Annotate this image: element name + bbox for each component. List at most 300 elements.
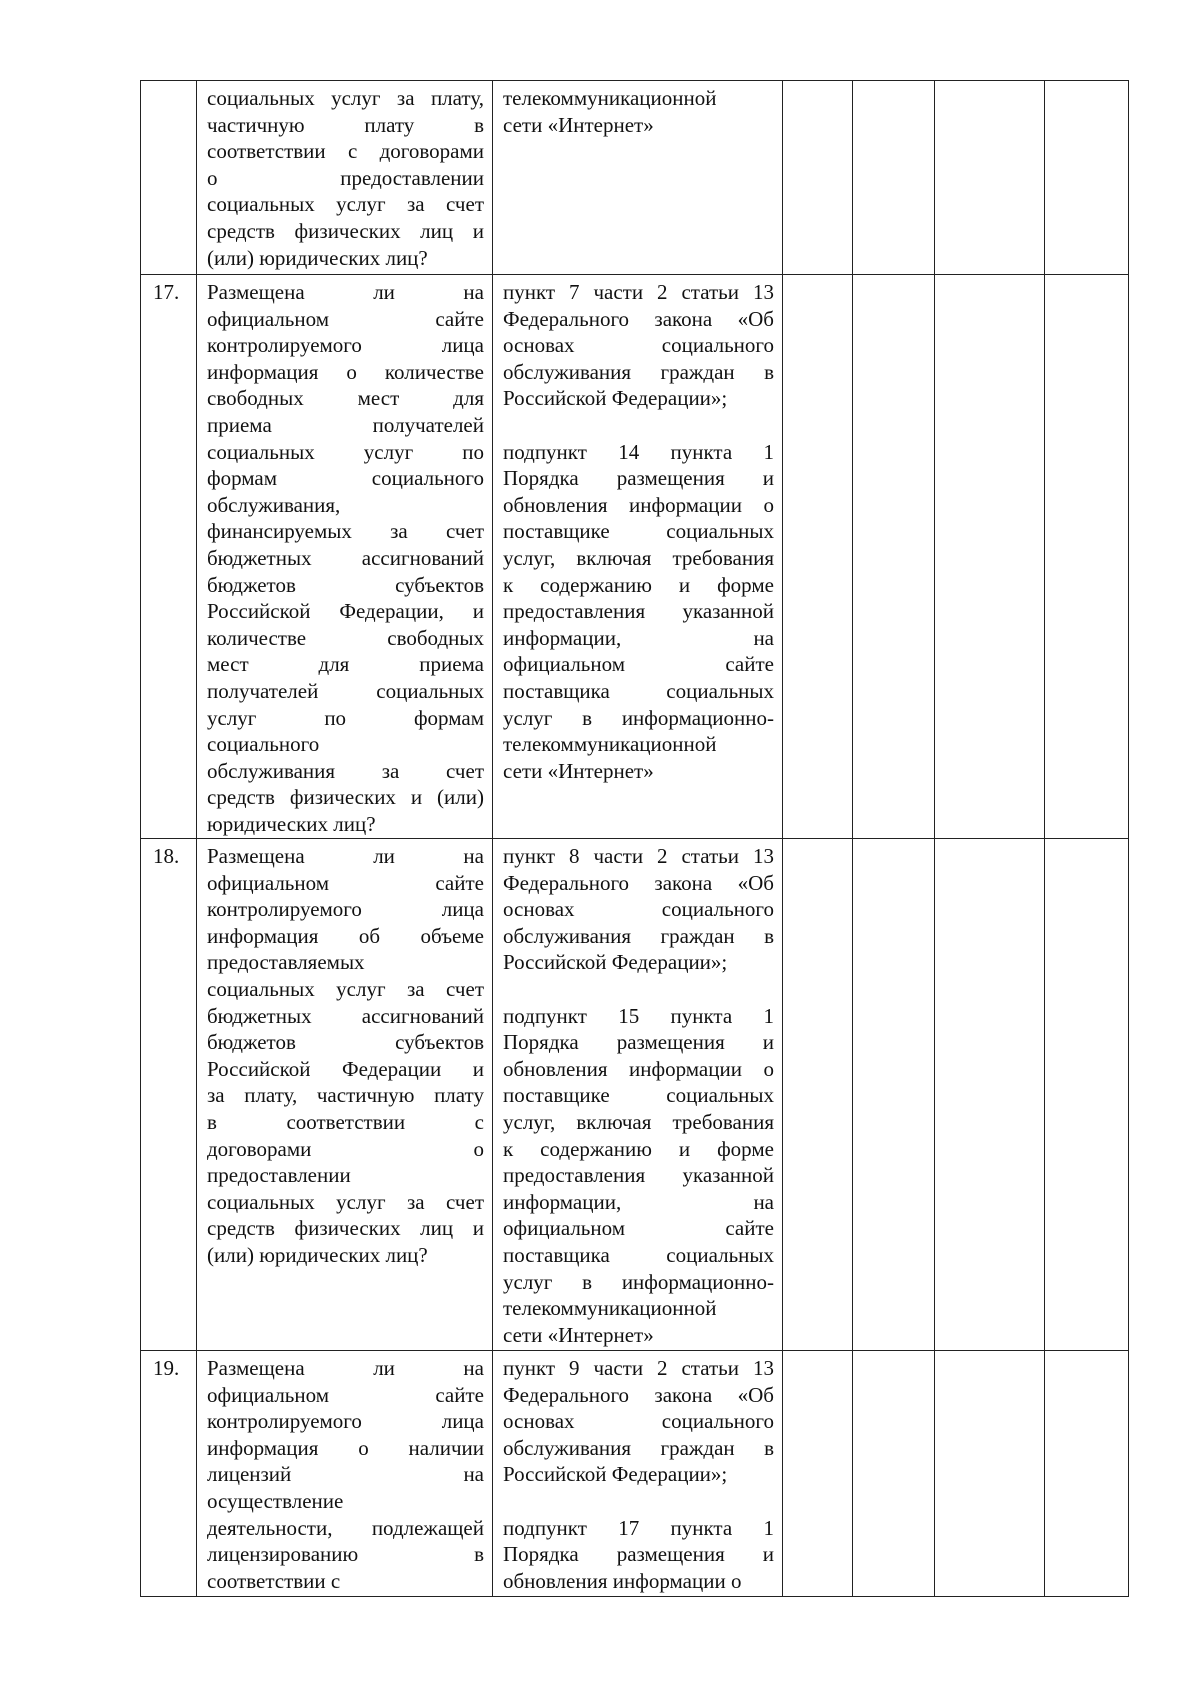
text-word: количестве xyxy=(207,625,307,650)
text-word: услуг xyxy=(503,1269,553,1294)
text-line xyxy=(207,598,484,625)
text-line xyxy=(503,923,774,950)
text-line xyxy=(503,678,774,705)
text-line xyxy=(207,1029,484,1056)
text-word: и xyxy=(410,785,423,810)
text-word: 1 xyxy=(763,1003,774,1028)
text-word: в xyxy=(474,112,484,137)
text-word: контролируемого xyxy=(207,333,362,358)
text-line: Российской Федерации»; xyxy=(503,1462,728,1487)
text-word: счет xyxy=(446,519,484,544)
text-word: и xyxy=(678,1136,691,1161)
text-line xyxy=(207,439,484,466)
text-word: физических xyxy=(294,1216,401,1241)
text-word: и xyxy=(762,1542,774,1567)
text-word: приема xyxy=(207,412,272,437)
text-word: 13 xyxy=(752,280,774,304)
text-word: 9 xyxy=(569,1356,580,1380)
text-word: граждан xyxy=(660,923,735,948)
text-line xyxy=(503,1056,774,1083)
text-word: для xyxy=(453,386,484,411)
text-word: объеме xyxy=(420,923,484,948)
row-number: 17. xyxy=(141,275,197,839)
text-word: приема xyxy=(419,652,484,677)
text-line xyxy=(503,651,774,678)
text-word: услуг xyxy=(503,705,553,730)
text-word: сайте xyxy=(435,306,484,331)
text-word: об xyxy=(358,923,381,948)
text-word: в xyxy=(582,705,593,730)
text-word: количестве xyxy=(384,359,484,384)
text-word: форме xyxy=(717,572,774,597)
text-line xyxy=(503,1541,774,1568)
text-word: Порядка xyxy=(503,466,579,491)
text-word: обслуживания xyxy=(503,359,632,384)
text-word: (или) xyxy=(437,785,484,810)
text-line: Российской Федерации»; xyxy=(503,386,728,411)
text-word: социальных xyxy=(207,439,315,464)
text-word: пункта xyxy=(670,439,733,464)
text-word: подлежащей xyxy=(371,1515,484,1540)
answer-no-cell xyxy=(853,839,935,1351)
legal-reference-block xyxy=(503,439,774,785)
text-word: на xyxy=(463,280,484,304)
text-word: указанной xyxy=(682,1163,774,1188)
text-line: социального xyxy=(207,732,320,757)
legal-reference-block xyxy=(503,843,774,976)
text-word: сайте xyxy=(725,1216,774,1241)
text-line: предоставлении xyxy=(207,1163,351,1188)
text-word: частичную xyxy=(207,112,305,137)
text-word: официальном xyxy=(503,1216,626,1241)
text-word: в xyxy=(764,359,774,384)
text-word: к xyxy=(503,1136,514,1161)
text-word: в xyxy=(582,1269,593,1294)
text-word: информационно- xyxy=(621,705,774,730)
text-word: услуг, xyxy=(503,545,556,570)
table-body xyxy=(141,81,1129,1597)
text-word: Размещена xyxy=(207,280,305,304)
text-line xyxy=(503,1215,774,1242)
text-line xyxy=(503,1269,774,1296)
text-word: «Об xyxy=(737,870,774,895)
text-word: информация xyxy=(207,923,319,948)
text-line: телекоммуникационной xyxy=(503,86,717,110)
text-line xyxy=(503,332,774,359)
text-line xyxy=(207,191,484,218)
not-applicable-cell xyxy=(935,81,1045,275)
text-line xyxy=(207,165,484,192)
text-word: формам xyxy=(413,705,484,730)
text-line xyxy=(503,625,774,652)
question-cell xyxy=(197,81,493,275)
text-word: физических xyxy=(289,785,396,810)
text-word: свободных xyxy=(207,386,304,411)
text-word: по xyxy=(462,439,484,464)
text-line xyxy=(207,1541,484,1568)
text-word: частичную xyxy=(316,1083,415,1108)
text-line xyxy=(503,1435,774,1462)
text-line xyxy=(207,1003,484,1030)
text-word: социальных xyxy=(207,192,315,217)
text-word: указанной xyxy=(682,599,774,624)
text-line xyxy=(503,1003,774,1030)
text-word: физических xyxy=(294,218,401,243)
text-line xyxy=(207,1461,484,1488)
text-word: 2 xyxy=(657,844,668,868)
text-word: социальных xyxy=(207,976,315,1001)
text-word: договорами xyxy=(379,139,484,164)
text-word: статьи xyxy=(681,280,739,304)
text-line: сети «Интернет» xyxy=(503,112,654,137)
text-word: подпункт xyxy=(503,1515,587,1540)
text-word: сайте xyxy=(435,870,484,895)
text-word: на xyxy=(463,1462,484,1487)
text-line xyxy=(503,870,774,897)
text-word: на xyxy=(753,1189,774,1214)
text-word: социального xyxy=(661,897,774,922)
text-line xyxy=(207,359,484,386)
text-line xyxy=(503,359,774,386)
text-line xyxy=(503,492,774,519)
text-word: 13 xyxy=(752,844,774,868)
answer-yes-cell xyxy=(783,275,853,839)
text-word: информационно- xyxy=(621,1269,774,1294)
text-line xyxy=(207,545,484,572)
text-word: предоставлении xyxy=(340,165,484,190)
text-line xyxy=(207,306,484,333)
text-line: обслуживания, xyxy=(207,492,341,517)
text-word: о xyxy=(207,165,218,190)
text-word: наличии xyxy=(408,1435,484,1460)
text-word: ли xyxy=(373,280,395,304)
text-line: Российской Федерации»; xyxy=(503,950,728,975)
legal-reference-cell xyxy=(493,81,783,275)
text-word: информация xyxy=(207,1435,319,1460)
text-word: официальном xyxy=(503,652,626,677)
text-word: содержанию xyxy=(540,572,652,597)
legal-reference-block xyxy=(503,1355,774,1488)
text-word: социальных xyxy=(207,86,315,110)
table-row xyxy=(141,1351,1129,1597)
text-word: в xyxy=(474,1542,484,1567)
answer-no-cell xyxy=(853,81,935,275)
text-word: граждан xyxy=(660,359,735,384)
text-word: мест xyxy=(207,652,249,677)
text-word: услуг xyxy=(336,1189,386,1214)
text-word: контролируемого xyxy=(207,897,362,922)
text-word: бюджетов xyxy=(207,572,296,597)
text-word: и xyxy=(472,218,484,243)
text-word: требования xyxy=(672,545,774,570)
text-word: ли xyxy=(373,844,395,868)
text-line xyxy=(207,385,484,412)
text-word: и xyxy=(678,572,691,597)
text-line xyxy=(503,1408,774,1435)
text-line xyxy=(207,843,484,870)
text-word: 8 xyxy=(569,844,580,868)
text-word: услуг, xyxy=(503,1109,556,1134)
text-word: в xyxy=(764,923,774,948)
text-line xyxy=(207,625,484,652)
text-word: услуг xyxy=(363,439,414,464)
text-word: соответствии xyxy=(207,139,326,164)
answer-yes-cell xyxy=(783,81,853,275)
text-line xyxy=(503,518,774,545)
text-word: за xyxy=(381,758,400,783)
text-word: закона xyxy=(654,1382,713,1407)
table-row xyxy=(141,275,1129,839)
text-word: граждан xyxy=(660,1435,735,1460)
text-word: 7 xyxy=(569,280,580,304)
text-word: средств xyxy=(207,218,275,243)
text-word: обслуживания xyxy=(207,758,336,783)
text-word: бюджетов xyxy=(207,1030,296,1055)
text-word: на xyxy=(753,625,774,650)
text-word: в xyxy=(764,1435,774,1460)
text-word: пункта xyxy=(670,1003,733,1028)
text-word: с xyxy=(474,1109,484,1134)
text-word: за xyxy=(406,192,425,217)
text-line: предоставляемых xyxy=(207,950,365,975)
text-word: части xyxy=(593,280,644,304)
text-line xyxy=(207,332,484,359)
text-word: на xyxy=(463,1356,484,1380)
text-line xyxy=(207,1435,484,1462)
text-word: официальном xyxy=(207,1382,330,1407)
text-word: контролируемого xyxy=(207,1409,362,1434)
text-word: обновления xyxy=(503,492,608,517)
text-line xyxy=(207,896,484,923)
text-word: официальном xyxy=(207,306,330,331)
text-line: сети «Интернет» xyxy=(503,1322,654,1347)
text-line xyxy=(207,1056,484,1083)
text-line xyxy=(503,1109,774,1136)
text-word: лиц xyxy=(420,1216,454,1241)
text-line xyxy=(207,1109,484,1136)
text-line xyxy=(207,976,484,1003)
text-line xyxy=(503,1162,774,1189)
text-line: юридических лиц? xyxy=(207,811,376,836)
text-word: услуг xyxy=(336,192,386,217)
text-word: включая xyxy=(576,545,652,570)
text-word: предоставления xyxy=(503,1163,646,1188)
text-word: социальных xyxy=(666,519,774,544)
text-word: бюджетных xyxy=(207,1003,312,1028)
text-word: деятельности, xyxy=(207,1515,333,1540)
text-line xyxy=(207,870,484,897)
text-word: Федерации, xyxy=(339,599,444,624)
note-cell xyxy=(1045,81,1129,275)
text-word: социальных xyxy=(666,1083,774,1108)
text-word: и xyxy=(472,1216,484,1241)
text-word: о xyxy=(763,1056,774,1081)
text-line xyxy=(503,1242,774,1269)
question-cell xyxy=(197,1351,493,1597)
text-word: информации, xyxy=(503,1189,622,1214)
text-line xyxy=(503,705,774,732)
text-word: счет xyxy=(446,192,484,217)
text-line xyxy=(503,1355,774,1382)
text-line xyxy=(503,306,774,333)
text-word: Размещена xyxy=(207,844,305,868)
text-line: (или) юридических лиц? xyxy=(207,245,428,270)
text-word: предоставления xyxy=(503,599,646,624)
text-word: о xyxy=(358,1435,369,1460)
text-line xyxy=(503,1029,774,1056)
text-word: счет xyxy=(446,976,484,1001)
text-word: социальных xyxy=(376,678,484,703)
text-line xyxy=(503,1515,774,1542)
text-line xyxy=(207,112,484,139)
text-word: «Об xyxy=(737,1382,774,1407)
text-line xyxy=(207,138,484,165)
text-word: с xyxy=(347,139,358,164)
text-word: «Об xyxy=(737,306,774,331)
text-word: для xyxy=(318,652,350,677)
text-word: поставщика xyxy=(503,678,610,703)
text-word: Федерации xyxy=(342,1056,442,1081)
text-word: социального xyxy=(371,466,484,491)
text-word: ассигнований xyxy=(361,1003,484,1028)
text-word: мест xyxy=(357,386,400,411)
text-word: размещения xyxy=(616,1542,725,1567)
not-applicable-cell xyxy=(935,275,1045,839)
text-line: сети «Интернет» xyxy=(503,758,654,783)
text-word: услуг xyxy=(331,86,381,110)
text-word: форме xyxy=(717,1136,774,1161)
text-word: части xyxy=(593,1356,644,1380)
text-word: и xyxy=(472,599,484,624)
text-word: субъектов xyxy=(395,572,484,597)
text-word: социального xyxy=(661,333,774,358)
text-line xyxy=(207,923,484,950)
text-word: пункт xyxy=(503,280,556,304)
text-word: и xyxy=(762,1030,774,1055)
text-line xyxy=(503,279,774,306)
text-word: ассигнований xyxy=(361,545,484,570)
text-word: основах xyxy=(503,897,575,922)
text-word: 14 xyxy=(618,439,640,464)
text-word: закона xyxy=(654,870,713,895)
text-word: информация xyxy=(207,359,319,384)
text-word: обновления xyxy=(503,1056,608,1081)
text-line: соответствии с xyxy=(207,1568,341,1593)
text-word: субъектов xyxy=(395,1030,484,1055)
text-word: услуг xyxy=(336,976,386,1001)
text-word: размещения xyxy=(616,466,725,491)
text-word: Порядка xyxy=(503,1030,579,1055)
text-line xyxy=(503,1382,774,1409)
text-word: лица xyxy=(441,897,484,922)
text-word: информации, xyxy=(503,625,622,650)
text-word: плату, xyxy=(430,86,484,110)
text-word: и xyxy=(472,1056,484,1081)
text-word: 1 xyxy=(763,1515,774,1540)
text-word: в xyxy=(207,1109,217,1134)
text-word: о xyxy=(473,1136,484,1161)
text-line: телекоммуникационной xyxy=(503,732,717,757)
text-word: по xyxy=(324,705,347,730)
row-number xyxy=(141,81,197,275)
text-word: основах xyxy=(503,333,575,358)
not-applicable-cell xyxy=(935,839,1045,1351)
text-word: социальных xyxy=(207,1189,315,1214)
text-word: за xyxy=(207,1083,225,1108)
text-line xyxy=(207,1515,484,1542)
text-word: подпункт xyxy=(503,1003,587,1028)
text-word: пункта xyxy=(670,1515,733,1540)
text-word: формам xyxy=(207,466,278,491)
text-line xyxy=(503,439,774,466)
text-word: за xyxy=(396,86,415,110)
text-word: за xyxy=(390,519,408,544)
text-word: и xyxy=(762,466,774,491)
text-line xyxy=(207,651,484,678)
answer-yes-cell xyxy=(783,839,853,1351)
text-word: к xyxy=(503,572,514,597)
row-number: 19. xyxy=(141,1351,197,1597)
text-word: закона xyxy=(654,306,713,331)
text-word: средств xyxy=(207,785,275,810)
text-line xyxy=(503,598,774,625)
row-number: 18. xyxy=(141,839,197,1351)
text-word: основах xyxy=(503,1409,575,1434)
text-word: Федерального xyxy=(503,306,630,331)
text-word: финансируемых xyxy=(207,519,352,544)
answer-no-cell xyxy=(853,1351,935,1597)
text-word: свободных xyxy=(387,625,484,650)
text-word: о xyxy=(346,359,357,384)
text-word: получателей xyxy=(372,412,484,437)
text-word: статьи xyxy=(681,844,739,868)
text-word: информации xyxy=(629,1056,742,1081)
text-line xyxy=(207,784,484,811)
text-word: содержанию xyxy=(540,1136,652,1161)
text-line xyxy=(503,545,774,572)
legal-reference-cell xyxy=(493,839,783,1351)
text-line: (или) юридических лиц? xyxy=(207,1242,428,1267)
note-cell xyxy=(1045,1351,1129,1597)
text-word: за xyxy=(406,1189,425,1214)
text-word: 2 xyxy=(657,280,668,304)
text-line xyxy=(503,896,774,923)
text-word: 1 xyxy=(763,439,774,464)
text-word: социального xyxy=(661,1409,774,1434)
text-line xyxy=(207,279,484,306)
question-cell xyxy=(197,275,493,839)
text-word: сайте xyxy=(435,1382,484,1407)
text-line xyxy=(207,572,484,599)
text-line xyxy=(207,412,484,439)
legal-reference-cell xyxy=(493,1351,783,1597)
text-word: получателей xyxy=(207,678,319,703)
text-word: лица xyxy=(441,1409,484,1434)
text-word: лицензий xyxy=(207,1462,292,1487)
text-line xyxy=(207,518,484,545)
text-word: лица xyxy=(441,333,484,358)
table-row xyxy=(141,839,1129,1351)
answer-yes-cell xyxy=(783,1351,853,1597)
text-line xyxy=(207,705,484,732)
note-cell xyxy=(1045,275,1129,839)
legal-reference-block xyxy=(503,85,774,138)
legal-reference-cell xyxy=(493,275,783,839)
text-word: соответствии xyxy=(286,1109,406,1134)
text-line xyxy=(503,465,774,492)
text-word: лиц xyxy=(420,218,454,243)
text-line xyxy=(207,1082,484,1109)
